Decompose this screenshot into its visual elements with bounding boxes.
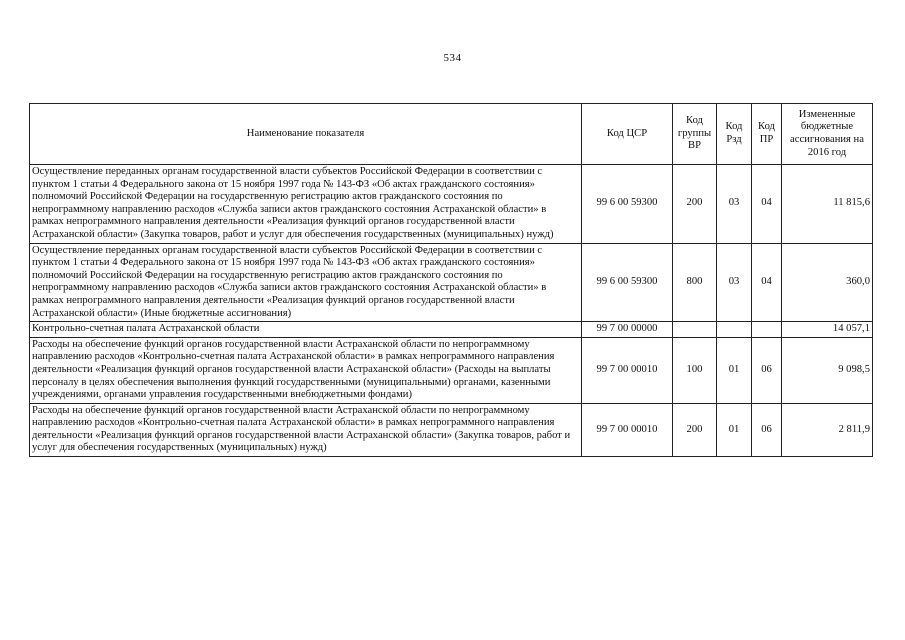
row-vr: 800 [673, 243, 717, 322]
table-row [30, 322, 873, 338]
row-amount: 14 057,1 [782, 322, 873, 338]
row-pr: 06 [752, 337, 782, 403]
row-pr: 06 [752, 403, 782, 456]
row-name: Контрольно-счетная палата Астраханской области [30, 322, 582, 338]
table-row [30, 337, 873, 403]
row-amount: 360,0 [782, 243, 873, 322]
row-pr: 04 [752, 243, 782, 322]
header-name: Наименование показателя [30, 104, 582, 165]
table-row [30, 403, 873, 456]
row-rzd [717, 322, 752, 338]
row-name: Расходы на обеспечение функций органов государственной власти Астраханской области по непрограммному направлению расходов «Контрольно-счетная палата Астраханской области» в рамках непрограммного направления деятельности «Реализация функций органов государственной власти Астраханской области» (Расходы на выплаты персоналу в целях обеспечения выполнения функций государственными (муниципальными) органами, казенными учреждениями, органами управления государственными внебюджетными фондами) [30, 337, 582, 403]
header-rzd: Код Рзд [717, 104, 752, 165]
row-vr [673, 322, 717, 338]
row-rzd: 03 [717, 243, 752, 322]
row-amount: 9 098,5 [782, 337, 873, 403]
row-vr: 200 [673, 165, 717, 244]
budget-table [29, 103, 873, 457]
table-header [30, 104, 873, 165]
row-csr: 99 7 00 00010 [582, 337, 673, 403]
row-csr: 99 7 00 00010 [582, 403, 673, 456]
row-vr: 100 [673, 337, 717, 403]
row-amount: 2 811,9 [782, 403, 873, 456]
page-number: 534 [443, 52, 462, 64]
row-name: Расходы на обеспечение функций органов государственной власти Астраханской области по непрограммному направлению расходов «Контрольно-счетная палата Астраханской области» в рамках непрограммного направления деятельности «Реализация функций органов государственной власти Астраханской области» (Закупка товаров, работ и услуг для обеспечения государственных (муниципальных) нужд) [30, 403, 582, 456]
row-rzd: 01 [717, 403, 752, 456]
row-csr: 99 7 00 00000 [582, 322, 673, 338]
table-row [30, 243, 873, 322]
row-rzd: 03 [717, 165, 752, 244]
row-vr: 200 [673, 403, 717, 456]
row-pr: 04 [752, 165, 782, 244]
table-row [30, 165, 873, 244]
row-name: Осуществление переданных органам государственной власти субъектов Российской Федерации в соответствии с пунктом 1 статьи 4 Федерального закона от 15 ноября 1997 года № 143-ФЗ «Об актах гражданского состояния» полномочий Российской Федерации на государственную регистрацию актов гражданского состояния по непрограммному направлению расходов «Служба записи актов гражданского состояния Астраханской области» в рамках непрограммного направления деятельности «Реализация функций органов государственной власти Астраханской области» (Иные бюджетные ассигнования) [30, 243, 582, 322]
row-amount: 11 815,6 [782, 165, 873, 244]
header-vr: Код группы ВР [673, 104, 717, 165]
row-csr: 99 6 00 59300 [582, 165, 673, 244]
row-csr: 99 6 00 59300 [582, 243, 673, 322]
header-pr: Код ПР [752, 104, 782, 165]
header-csr: Код ЦСР [582, 104, 673, 165]
header-amount: Измененные бюджетные ассигнования на 2016 год [782, 104, 873, 165]
table-body [30, 165, 873, 457]
row-rzd: 01 [717, 337, 752, 403]
row-pr [752, 322, 782, 338]
header-row [30, 104, 873, 165]
row-name: Осуществление переданных органам государственной власти субъектов Российской Федерации в соответствии с пунктом 1 статьи 4 Федерального закона от 15 ноября 1997 года № 143-ФЗ «Об актах гражданского состояния» полномочий Российской Федерации на государственную регистрацию актов гражданского состояния по непрограммному направлению расходов «Служба записи актов гражданского состояния Астраханской области» в рамках непрограммного направления деятельности «Реализация функций органов государственной власти Астраханской области» (Закупка товаров, работ и услуг для обеспечения государственных (муниципальных) нужд) [30, 165, 582, 244]
